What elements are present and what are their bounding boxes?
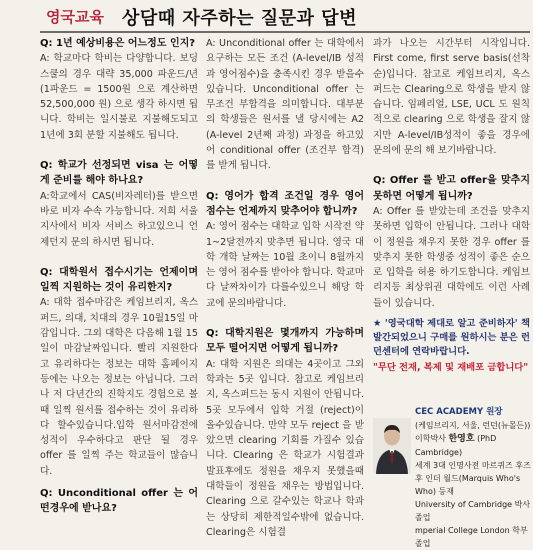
question-7: Q: Offer 를 받고 offer을 맞추지 못하면 어떻게 됩니까?: [373, 175, 530, 202]
author-credential-1: 세계 3대 인명사전 마르퀴즈 후즈후 인더 월드(Marquis Who's Who) 등재: [415, 461, 531, 496]
copyright-warning: "무단 전재, 복제 및 재배포 금합니다": [373, 362, 529, 374]
author-credential-2: University of Cambridge 박사 졸업: [415, 500, 531, 522]
answer-1: A: 학교마다 학비는 다양합니다. 보딩 스쿨의 경우 대략 35,000 파운드/년(1파운드 = 1500원 으로 계산하면 52,500,000 원) 으로 생각 하시면 됩니다. 학비는 일시불로 지불해도되고 1년에 3회 분할 지불해도 됩니다.: [40, 53, 198, 141]
article-title: 상담때 자주하는 질문과 답변: [122, 8, 357, 29]
academy-locations: (케임브리지, 서울, 런던(뉴몰든)): [415, 421, 531, 430]
question-4: Q: Unconditional offer 는 어떤경우에 받나요?: [40, 488, 198, 515]
answer-6-continued: 과가 나오는 시간부터 시작입니다. First come, first serve basis(선착순)입니다. 참고로 케임브리지, 옥스퍼드는 Clearing으로 학생을 받지 않습니다. 임페리얼, LSE, UCL 도 원칙적으로 clearing 으로 학생을 잘지 않지만 A-level/IB성적이 좋을 경우에 문의에 문의 해 보기바랍니다.: [373, 38, 530, 157]
question-5: Q: 영어가 합격 조건일 경우 영어 점수는 언제까지 맞추어야 합니까?: [206, 190, 364, 217]
author-credential-3: mperial College London 학부 졸업: [415, 526, 528, 548]
answer-7: A: Offer 를 받았는데 조건을 맞추지 못하면 입학이 안됩니다. 그러나 대학이 정원을 채우지 못한 경우 offer 를 맞추지 못한 학생중 성적이 좋은 순으로 입학을 허용 하기도합니다. 케임브리지등 최상위권 대학에도 이런 사례들이 있습니다.: [373, 205, 530, 309]
column-2: [206, 36, 364, 540]
article-header: [0, 0, 533, 30]
answer-3: A: 대학 접수마감은 케임브리지, 옥스퍼드, 의대, 치대의 경우 10월15일 마감입니다. 그외 대학은 다음해 1월 15일이 마감날짜입니다. 빨리 지원한다고 유리하다는 정보는 대학 홈페이지등에는 나오는 정보는 아닙니다. 그러나 저 다년간의 진학지도 경험으로 볼때 일찍 원서를 접수하는 것이 유리하다 할수있습니다.입학 원서마감전에 성적이 우수하다고 판단 될 경우 offer 를 일찍 주는 학교들이 많습니다.: [40, 297, 198, 477]
academy-title: CEC ACADEMY 원장: [415, 407, 503, 417]
book-announcement: ★ '영국대학 제대로 알고 준비하자' 책 발간되었으니 구매를 원하시는 분은 런던센터에 연락바랍니다.: [373, 318, 530, 358]
column-3: [373, 36, 530, 375]
question-1: Q: 1년 예상비용은 어느정도 인지?: [40, 38, 196, 49]
author-title-prefix: 이학박사: [415, 434, 446, 443]
column-1: [40, 36, 198, 517]
question-3: Q: 대학원서 접수시기는 언제이며 일찍 지원하는 것이 유리한지?: [40, 266, 198, 294]
author-profile: [373, 406, 533, 548]
author-name-line: [415, 432, 533, 459]
author-photo: [373, 418, 411, 474]
author-info: [415, 406, 533, 550]
question-6: Q: 대학지원은 몇개까지 가능하며 모두 떨어지면 어떻게 됩니까?: [206, 328, 364, 355]
answer-6: A: 대학 지원은 의대는 4곳이고 그외 학과는 5곳 입니다. 참고로 케임브리지, 옥스퍼드는 동시 지원이 안됩니다. 5곳 모두에서 입학 거절 (reject)이 올수있습니다. 만약 모두 reject 을 받았으면 clearing 기회를 가질수 있습니다. Clearing 은 학교가 시험결과 발표후에도 정원을 채우지 못했을때 대학들이 정원을 채우는 방법입니다. Clearing 으로 갈수있는 학교나 학과는 상당히 제한적일수밖에 없습니다. Clearing은 시험결: [206, 358, 364, 538]
section-tag: 영국교육: [46, 8, 104, 26]
answer-5: A: 영어 점수는 대학교 입학 시작전 약 1~2달전까지 맞추면 됩니다. 영국 대학 개학 날짜는 10월 초이니 8월까지는 영어 점수를 받아야 합니다. 학교마다 날짜차이가 다를수있으니 해당 학교에 문의바랍니다.: [206, 221, 364, 309]
answer-4: A: Unconditional offer 는 대학에서 요구하는 모든 조건 (A-level/IB 성적과 영어점수)을 충족시킨 경우 받을수 있습니다. Unconditional offer 는 무조건 부합격을 의미합니다. 대부분의 학생들은 원서를 낼 당시에는 A2 (A-level 2년째 과정) 과정을 하고있어 conditional offer (조건부 합격)를 받게 됩니다.: [206, 38, 364, 172]
question-2: Q: 학교가 선정되면 visa 는 어떻게 준비를 해야 하나요?: [40, 160, 198, 187]
header-divider: [40, 31, 530, 33]
author-name: 한영호: [448, 434, 475, 444]
book-notice: [373, 317, 530, 375]
author-degree: (PhD Cambridge): [415, 434, 497, 457]
answer-2: A:학교에서 CAS(비자레터)를 받으면 바로 비자 수속 가능합니다. 저희 서울지사에서 비자 서비스 하고있으니 언제던지 문의 하시면 됩니다.: [40, 190, 198, 248]
